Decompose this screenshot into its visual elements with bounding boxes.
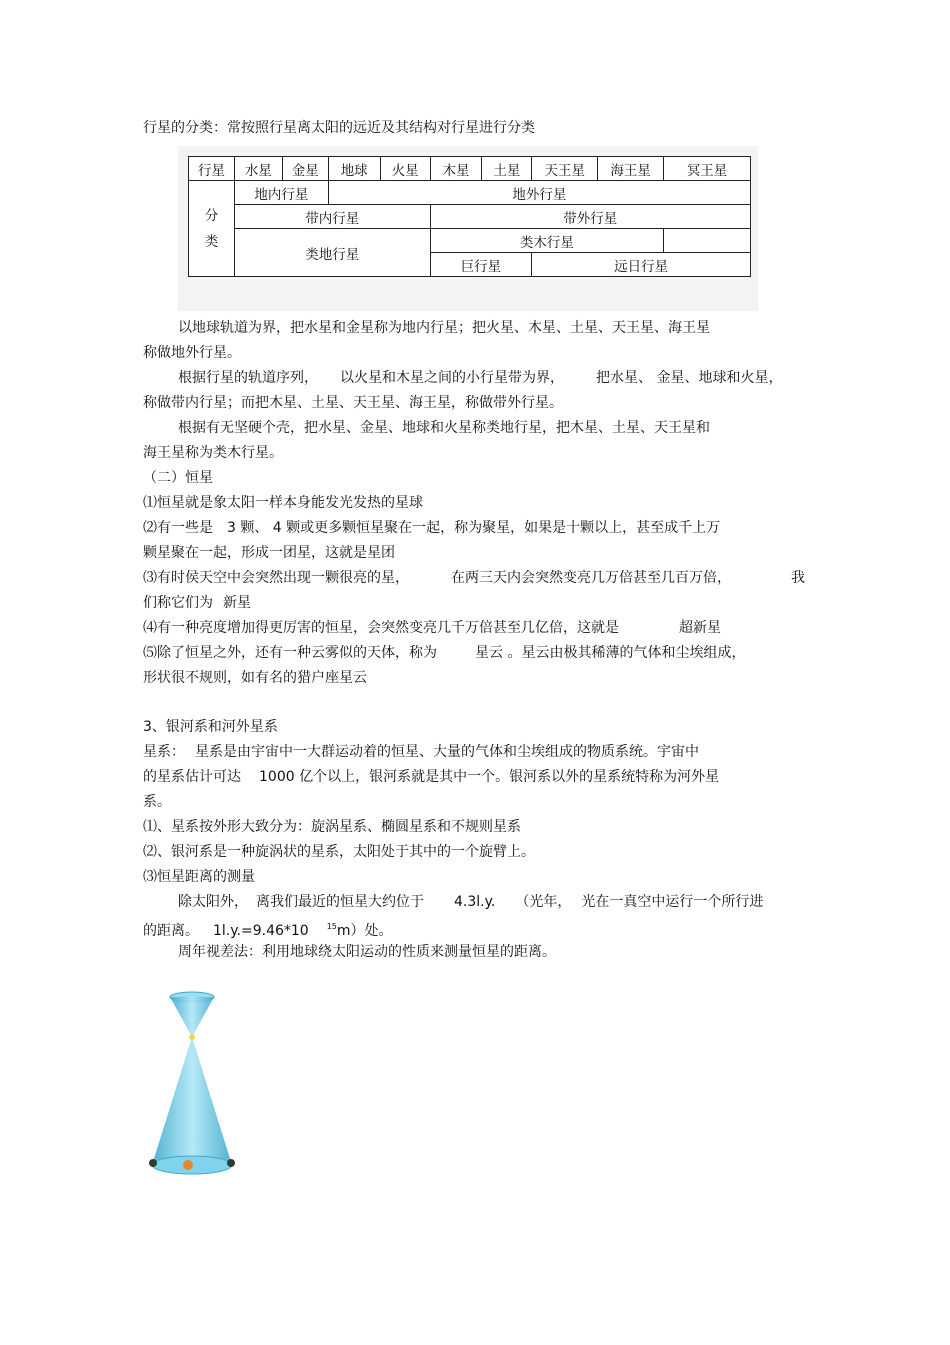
header-cell: 天王星 xyxy=(532,157,598,181)
inner-planets-cell: 地内行星 xyxy=(234,181,328,205)
nebula-term: 星云 。星云由极其稀薄的气体和尘埃组成， xyxy=(475,645,746,661)
classification-grid xyxy=(188,156,751,277)
text-span: 3 颗、 4 颗或更多颗恒星聚在一起，称为聚星，如果是十颗以上，甚至成千上万 xyxy=(227,520,721,536)
header-cell: 地球 xyxy=(328,157,380,181)
paragraph-line xyxy=(143,743,699,761)
empty-cell xyxy=(664,229,751,253)
list-item-continued: 颗星聚在一起，形成一团星，这就是星团 xyxy=(143,545,395,561)
paragraph-line: 根据有无坚硬个壳，把水星、金星、地球和火星称类地行星，把木星、土星、天王星和 xyxy=(178,420,710,436)
giant-cell: 巨行星 xyxy=(430,253,532,277)
lower-cone xyxy=(152,1037,232,1165)
terrestrial-cell: 类地行星 xyxy=(234,229,430,277)
distant-cell: 远日行星 xyxy=(532,253,751,277)
list-item: ⑵、银河系是一种旋涡状的星系，太阳处于其中的一个旋臂上。 xyxy=(143,844,535,860)
text-span: （光年， xyxy=(515,894,572,910)
category-char: 类 xyxy=(204,233,219,250)
paragraph-line xyxy=(178,369,782,387)
text-span: ⑷有一种亮度增加得更厉害的恒星，会突然变亮几千万倍甚至几亿倍，这就是 xyxy=(143,620,619,636)
list-item-continued: 形状很不规则，如有名的猎户座星云 xyxy=(143,670,367,686)
intro-text: 行星的分类：常按照行星离太阳的远近及其结构对行星进行分类 xyxy=(143,120,535,136)
header-cell: 木星 xyxy=(430,157,482,181)
table-row xyxy=(189,229,751,253)
text-fragment: 我 xyxy=(791,570,805,586)
earth-right-icon xyxy=(227,1159,235,1167)
text-span: 们称它们为 xyxy=(143,595,213,611)
text-span: 的星系估计可达 xyxy=(143,769,241,785)
parallax-cone-diagram xyxy=(140,975,245,1185)
header-cell: 金星 xyxy=(282,157,328,181)
table-row xyxy=(189,205,751,229)
text-span: ⑸除了恒星之外，还有一种云雾似的天体，称为 xyxy=(143,645,437,661)
text-span: m）处。 xyxy=(336,923,393,939)
header-cell: 行星 xyxy=(189,157,235,181)
belt-outer-cell: 带外行星 xyxy=(430,205,750,229)
header-cell: 火星 xyxy=(380,157,430,181)
category-label-cell xyxy=(189,181,235,277)
list-item xyxy=(143,644,745,662)
paragraph-line: 称做带内行星；而把木星、土星、天王星、海王星，称做带外行星。 xyxy=(143,395,563,411)
belt-inner-cell: 带内行星 xyxy=(234,205,430,229)
text-span: 光在一真空中运行一个所行进 xyxy=(581,894,764,910)
star-icon xyxy=(189,1034,195,1040)
section-heading: 3、银河系和河外星系 xyxy=(143,719,278,735)
list-item xyxy=(143,519,720,537)
list-item-continued xyxy=(143,594,251,612)
paragraph-line: 以地球轨道为界，把水星和金星称为地内行星；把火星、木星、土星、天王星、海王星 xyxy=(178,320,710,336)
new-star-term: 新星 xyxy=(223,595,251,611)
sun-icon xyxy=(183,1160,193,1170)
text-span: 离我们最近的恒星大约位于 xyxy=(256,894,424,910)
text-span: 把水星、 金星、地球和火星， xyxy=(596,370,783,386)
header-cell: 水星 xyxy=(234,157,282,181)
list-item xyxy=(143,569,731,587)
distance-value: 4.3l.y. xyxy=(454,894,496,910)
text-span: 1000 亿个以上，银河系就是其中一个。银河系以外的星系统特称为河外星 xyxy=(259,769,720,785)
table-row xyxy=(189,181,751,205)
paragraph-line xyxy=(143,918,393,940)
text-span: 星系是由宇宙中一大群运动着的恒星、大量的气体和尘埃组成的物质系统。宇宙中 xyxy=(195,744,699,760)
paragraph-line: 称做地外行星。 xyxy=(143,345,241,361)
text-span: ⑵有一些是 xyxy=(143,520,213,536)
paragraph-line: 周年视差法：利用地球绕太阳运动的性质来测量恒星的距离。 xyxy=(178,944,556,960)
paragraph-line: 系。 xyxy=(143,794,171,810)
paragraph-line xyxy=(143,768,719,786)
planet-classification-table xyxy=(178,146,758,311)
outer-planets-cell: 地外行星 xyxy=(328,181,750,205)
jovian-cell: 类木行星 xyxy=(430,229,664,253)
formula: 1l.y.=9.46*10 xyxy=(213,923,309,939)
text-span: 除太阳外， xyxy=(178,894,248,910)
paragraph-line: 海王星称为类木行星。 xyxy=(143,445,283,461)
text-span: 以火星和木星之间的小行星带为界， xyxy=(340,370,564,386)
text-span: 根据行星的轨道序列， xyxy=(178,370,318,386)
text-span: 在两三天内会突然变亮几万倍甚至几百万倍， xyxy=(451,570,731,586)
header-cell: 海王星 xyxy=(598,157,664,181)
text-span: ⑶有时侯天空中会突然出现一颗很亮的星， xyxy=(143,570,409,586)
section-heading: （二）恒星 xyxy=(143,470,213,486)
table-header-row xyxy=(189,157,751,181)
category-char: 分 xyxy=(204,207,219,224)
upper-cone xyxy=(170,997,214,1037)
exponent: 15 xyxy=(326,922,337,931)
list-item: ⑴恒星就是象太阳一样本身能发光发热的星球 xyxy=(143,495,423,511)
text-span: 的距离。 xyxy=(143,923,199,939)
term-label: 星系： xyxy=(143,744,185,760)
earth-left-icon xyxy=(149,1159,157,1167)
paragraph-line xyxy=(178,893,763,911)
supernova-term: 超新星 xyxy=(679,620,721,636)
header-cell: 冥王星 xyxy=(664,157,751,181)
list-item: ⑶恒星距离的测量 xyxy=(143,869,255,885)
list-item: ⑴、星系按外形大致分为：旋涡星系、椭圆星系和不规则星系 xyxy=(143,819,521,835)
header-cell: 土星 xyxy=(482,157,532,181)
list-item xyxy=(143,619,721,637)
